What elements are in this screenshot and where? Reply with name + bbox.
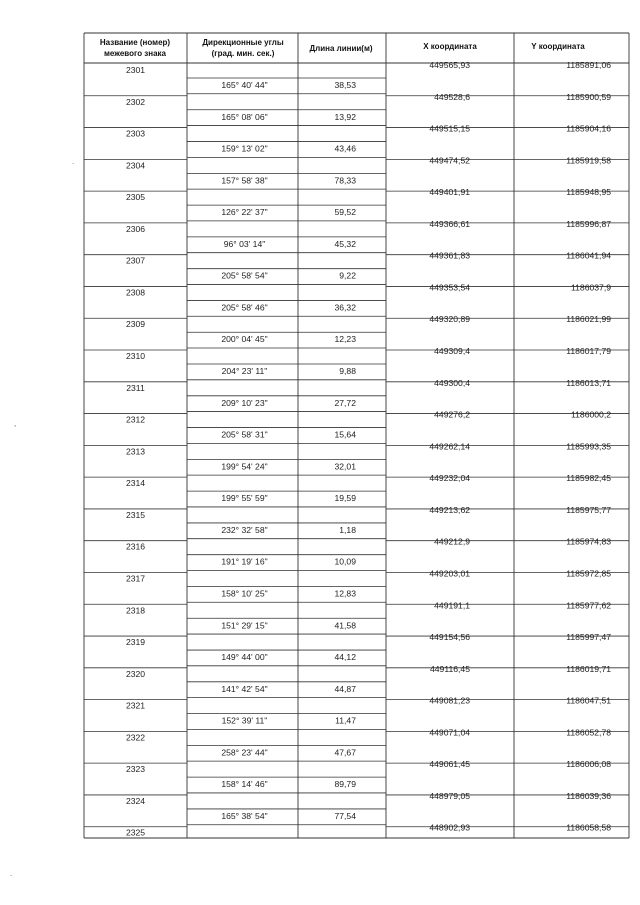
x-coordinate: 449071,04 (429, 727, 470, 738)
y-coordinate: 1185997,47 (566, 632, 611, 643)
x-coordinate: 448979,05 (429, 790, 470, 801)
direction-angle: 151° 29' 15" (221, 620, 268, 631)
table-header (100, 38, 585, 58)
table-row-segment (222, 366, 357, 376)
line-length: 44,12 (334, 652, 356, 663)
table-row-segment (221, 747, 356, 757)
y-coordinate: 1185982,45 (566, 473, 611, 484)
y-coordinate: 1185975,77 (566, 504, 611, 515)
y-coordinate: 1186017,79 (566, 346, 611, 357)
scan-speck: , (14, 419, 17, 428)
x-coordinate: 449191,1 (434, 600, 470, 611)
direction-angle: 149° 44' 00" (221, 652, 268, 663)
direction-angle: 157° 58' 38" (221, 175, 268, 186)
table-row-segment (221, 334, 356, 344)
header-angle-line1: Дирекционные углы (202, 38, 284, 47)
direction-angle: 205° 58' 31" (221, 429, 268, 440)
line-length: 19,59 (334, 493, 356, 504)
direction-angle: 141° 42' 54" (221, 683, 268, 694)
x-coordinate: 449081,23 (429, 695, 470, 706)
point-name: 2322 (125, 732, 146, 743)
table-row-segment (221, 588, 356, 598)
x-coordinate: 449212,9 (434, 536, 470, 547)
point-name: 2318 (125, 605, 146, 616)
table-row-segment (222, 716, 357, 726)
x-coordinate: 448902,93 (429, 822, 470, 833)
direction-angle: 258° 23' 44" (221, 747, 268, 758)
line-length: 13,92 (334, 111, 356, 122)
point-name: 2321 (125, 700, 146, 711)
point-name: 2319 (125, 637, 146, 648)
x-coordinate: 449061,45 (429, 759, 470, 770)
x-coordinate: 449474,52 (429, 155, 470, 166)
x-coordinate: 449353,54 (429, 282, 470, 293)
scan-speck: . (72, 157, 75, 166)
direction-angle: 158° 10' 25" (221, 588, 268, 599)
line-length: 32,01 (334, 461, 356, 472)
y-coordinate: 1185891,06 (566, 60, 611, 70)
y-coordinate: 1186021,99 (566, 314, 611, 325)
y-coordinate: 1185948,95 (566, 187, 611, 198)
direction-angle: 158° 14' 46" (221, 779, 268, 790)
table-row-point (126, 60, 611, 75)
table-row-segment (221, 112, 356, 122)
y-coordinate: 1186019,71 (566, 663, 611, 674)
line-length: 47,67 (334, 747, 356, 758)
x-coordinate: 449232,04 (429, 473, 470, 484)
table-row-segment (221, 684, 356, 694)
header-length: Длина линии(м) (309, 44, 373, 53)
direction-angle: 191° 19' 16" (221, 556, 268, 567)
direction-angle: 126° 22' 37" (221, 207, 268, 218)
table-row-segment (221, 811, 356, 821)
point-name: 2306 (125, 223, 146, 234)
y-coordinate: 1185900,59 (566, 91, 611, 102)
y-coordinate: 1186041,94 (566, 250, 611, 261)
header-angle-line2: (град. мин. сек.) (211, 49, 275, 58)
x-coordinate: 449262,14 (429, 441, 470, 452)
y-coordinate: 1186039,36 (566, 790, 611, 801)
line-length: 9,22 (339, 270, 356, 281)
direction-angle: 165° 08' 06" (221, 111, 268, 122)
line-length: 36,32 (334, 302, 356, 313)
header-y-coordinate: Y координата (531, 42, 585, 51)
line-length: 1,18 (339, 524, 356, 535)
point-name: 2308 (125, 287, 146, 298)
y-coordinate: 1186013,71 (566, 377, 611, 388)
header-x-coordinate: X координата (423, 42, 477, 51)
direction-angle: 204° 23' 11" (221, 366, 268, 377)
point-name: 2324 (125, 795, 146, 806)
x-coordinate: 449213,62 (429, 504, 470, 515)
line-length: 15,64 (334, 429, 356, 440)
y-coordinate: 1185977,62 (566, 600, 611, 611)
direction-angle: 232° 32' 58" (221, 524, 268, 535)
header-name-line1: Название (номер) (99, 38, 171, 47)
x-coordinate: 449276,2 (434, 409, 470, 420)
direction-angle: 165° 40' 44" (221, 80, 268, 90)
direction-angle: 205° 58' 54" (221, 270, 268, 281)
x-coordinate: 449515,15 (429, 123, 470, 134)
point-name: 2313 (125, 446, 146, 457)
x-coordinate: 449116,45 (430, 663, 470, 674)
header-name-line2: межевого знака (103, 49, 167, 58)
x-coordinate: 449401,91 (429, 187, 470, 198)
line-length: 78,33 (334, 175, 356, 186)
direction-angle: 199° 54' 24" (221, 461, 268, 472)
table-row-segment (221, 80, 356, 90)
x-coordinate: 449154,56 (429, 632, 470, 643)
point-name: 2316 (125, 541, 146, 552)
table-row-segment (221, 620, 356, 630)
line-length: 44,87 (334, 683, 356, 694)
point-name: 2302 (125, 96, 146, 107)
point-name: 2320 (125, 668, 146, 679)
table-row-segment (221, 398, 356, 408)
point-name: 2303 (125, 128, 146, 139)
point-name: 2305 (125, 192, 146, 203)
table-row-segment (221, 461, 356, 471)
point-name: 2325 (125, 827, 146, 838)
y-coordinate: 1185919,58 (566, 155, 611, 166)
point-name: 2304 (125, 160, 146, 171)
table-grid (84, 33, 629, 838)
direction-angle: 205° 58' 46" (221, 302, 268, 313)
y-coordinate: 1186000,2 (571, 409, 611, 420)
x-coordinate: 449309,4 (434, 346, 470, 357)
table-row-segment (221, 271, 356, 281)
y-coordinate: 1186052,78 (566, 727, 611, 738)
line-length: 41,58 (334, 620, 356, 631)
line-length: 27,72 (334, 397, 356, 408)
scan-speck: . (10, 869, 13, 878)
line-length: 77,54 (334, 810, 356, 821)
y-coordinate: 1185993,35 (566, 441, 611, 452)
line-length: 11,47 (335, 715, 356, 726)
x-coordinate: 449320,89 (429, 314, 470, 325)
direction-angle: 152° 39' 11" (221, 715, 268, 726)
line-length: 38,53 (334, 80, 356, 90)
line-length: 59,52 (334, 207, 356, 218)
table-row-segment (221, 207, 356, 217)
table-row-segment (221, 302, 356, 312)
point-name: 2301 (125, 65, 146, 75)
y-coordinate: 1185972,85 (566, 568, 611, 579)
y-coordinate: 1186006,08 (566, 759, 611, 770)
x-coordinate: 449300,4 (434, 377, 470, 388)
point-name: 2311 (126, 382, 145, 393)
y-coordinate: 1186047,51 (566, 695, 611, 706)
direction-angle: 200° 04' 45" (221, 334, 268, 345)
table-body (126, 60, 611, 838)
point-name: 2312 (125, 414, 146, 425)
direction-angle: 159° 13' 02" (221, 143, 268, 154)
direction-angle: 165° 38' 54" (221, 810, 268, 821)
table-row-segment (221, 557, 356, 567)
table-row-segment (221, 144, 356, 154)
x-coordinate: 449203,01 (429, 568, 470, 579)
point-name: 2309 (125, 319, 146, 330)
table-row-segment (221, 493, 356, 503)
y-coordinate: 1185904,16 (566, 123, 611, 134)
line-length: 12,83 (334, 588, 356, 599)
line-length: 9,88 (339, 366, 356, 377)
point-name: 2314 (125, 478, 146, 489)
direction-angle: 199° 55' 59" (221, 493, 268, 504)
y-coordinate: 1185974,83 (566, 536, 611, 547)
x-coordinate: 449361,83 (429, 250, 470, 261)
table-row-segment (221, 779, 356, 789)
direction-angle: 209° 10' 23" (221, 397, 268, 408)
table-row-segment (221, 175, 356, 185)
line-length: 12,23 (334, 334, 356, 345)
line-length: 89,79 (334, 779, 356, 790)
point-name: 2317 (125, 573, 146, 584)
table-row-segment (221, 525, 356, 535)
y-coordinate: 1185996,87 (566, 218, 611, 229)
x-coordinate: 449565,93 (429, 60, 470, 70)
point-name: 2310 (125, 351, 146, 362)
point-name: 2315 (125, 509, 146, 520)
line-length: 43,46 (334, 143, 356, 154)
y-coordinate: 1186037,9 (571, 282, 611, 293)
line-length: 45,32 (334, 238, 356, 249)
table-row-segment (221, 430, 356, 440)
point-name: 2307 (125, 255, 146, 266)
x-coordinate: 449528,6 (434, 91, 470, 102)
x-coordinate: 449366,61 (429, 218, 470, 229)
y-coordinate: 1186058,58 (566, 822, 611, 833)
table-row-segment (221, 652, 356, 662)
direction-angle: 96° 03' 14" (223, 238, 266, 249)
point-name: 2323 (125, 764, 146, 775)
line-length: 10,09 (334, 556, 356, 567)
table-row-segment (224, 239, 357, 249)
